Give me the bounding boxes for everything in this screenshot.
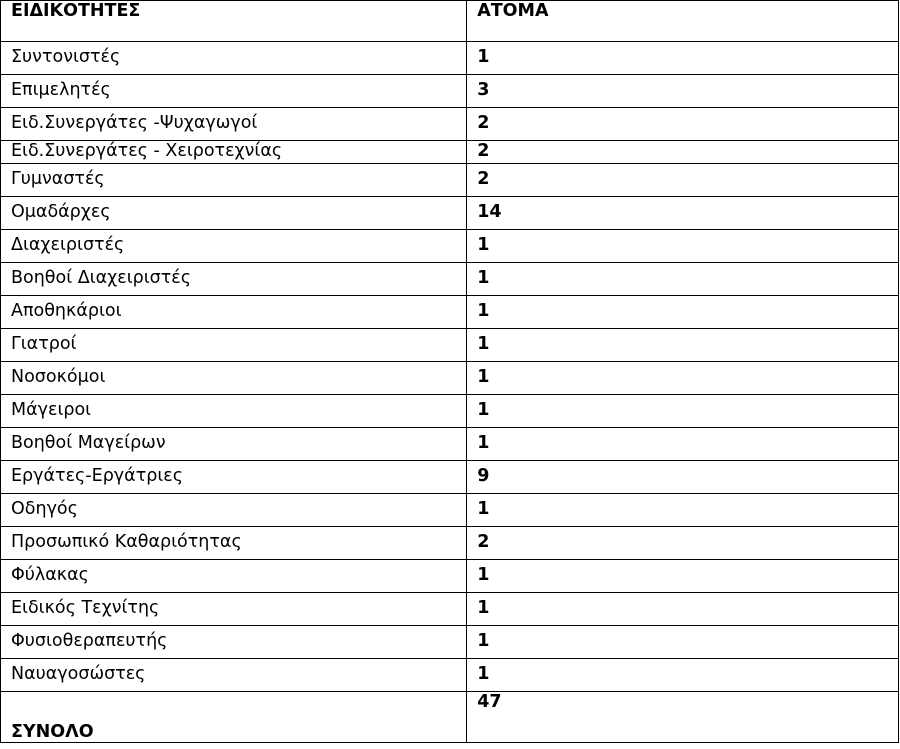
specialty-cell: Ειδ.Συνεργάτες -Ψυχαγωγοί — [1, 108, 467, 141]
count-cell: 2 — [467, 527, 899, 560]
specialty-cell: Φύλακας — [1, 560, 467, 593]
table-row — [1, 659, 899, 692]
count-cell: 1 — [467, 428, 899, 461]
table-row — [1, 428, 899, 461]
header-specialties: ΕΙΔΙΚΟΤΗΤΕΣ — [1, 1, 467, 42]
table-row — [1, 593, 899, 626]
header-persons: ΑΤΟΜΑ — [467, 1, 899, 42]
count-cell: 2 — [467, 164, 899, 197]
table-row — [1, 230, 899, 263]
table-header-row — [1, 1, 899, 42]
count-cell: 1 — [467, 362, 899, 395]
specialty-cell: Διαχειριστές — [1, 230, 467, 263]
total-label: ΣΥΝΟΛΟ — [1, 692, 467, 743]
total-row — [1, 692, 899, 743]
specialty-cell: Μάγειροι — [1, 395, 467, 428]
count-cell: 1 — [467, 560, 899, 593]
count-cell: 1 — [467, 494, 899, 527]
count-cell: 1 — [467, 263, 899, 296]
count-cell: 1 — [467, 230, 899, 263]
table-row — [1, 527, 899, 560]
count-cell: 1 — [467, 626, 899, 659]
specialty-cell: Γυμναστές — [1, 164, 467, 197]
count-cell: 14 — [467, 197, 899, 230]
count-cell: 2 — [467, 141, 899, 164]
specialty-cell: Φυσιοθεραπευτής — [1, 626, 467, 659]
count-cell: 9 — [467, 461, 899, 494]
specialty-cell: Βοηθοί Διαχειριστές — [1, 263, 467, 296]
specialty-cell: Νοσοκόμοι — [1, 362, 467, 395]
specialty-cell: Προσωπικό Καθαριότητας — [1, 527, 467, 560]
table-row — [1, 164, 899, 197]
specialty-cell: Αποθηκάριοι — [1, 296, 467, 329]
table-row — [1, 329, 899, 362]
specialty-cell: Οδηγός — [1, 494, 467, 527]
total-value: 47 — [467, 692, 899, 743]
table-row — [1, 197, 899, 230]
table-row — [1, 263, 899, 296]
specialty-cell: Ναυαγοσώστες — [1, 659, 467, 692]
table-row — [1, 42, 899, 75]
table-row — [1, 362, 899, 395]
specialty-cell: Γιατροί — [1, 329, 467, 362]
specialty-cell: Ομαδάρχες — [1, 197, 467, 230]
table-row — [1, 461, 899, 494]
specialty-cell: Ειδικός Τεχνίτης — [1, 593, 467, 626]
specialty-cell: Συντονιστές — [1, 42, 467, 75]
count-cell: 1 — [467, 395, 899, 428]
table-row — [1, 75, 899, 108]
table-row — [1, 494, 899, 527]
count-cell: 1 — [467, 296, 899, 329]
table-body — [1, 1, 899, 743]
specialty-cell: Εργάτες-Εργάτριες — [1, 461, 467, 494]
table-row — [1, 108, 899, 141]
table-row — [1, 626, 899, 659]
specialty-cell: Ειδ.Συνεργάτες - Χειροτεχνίας — [1, 141, 467, 164]
specialty-cell: Βοηθοί Μαγείρων — [1, 428, 467, 461]
count-cell: 1 — [467, 329, 899, 362]
specialty-cell: Επιμελητές — [1, 75, 467, 108]
count-cell: 1 — [467, 42, 899, 75]
count-cell: 1 — [467, 659, 899, 692]
table-row — [1, 395, 899, 428]
table-row — [1, 296, 899, 329]
count-cell: 1 — [467, 593, 899, 626]
table-row — [1, 560, 899, 593]
table-row — [1, 141, 899, 164]
count-cell: 3 — [467, 75, 899, 108]
count-cell: 2 — [467, 108, 899, 141]
